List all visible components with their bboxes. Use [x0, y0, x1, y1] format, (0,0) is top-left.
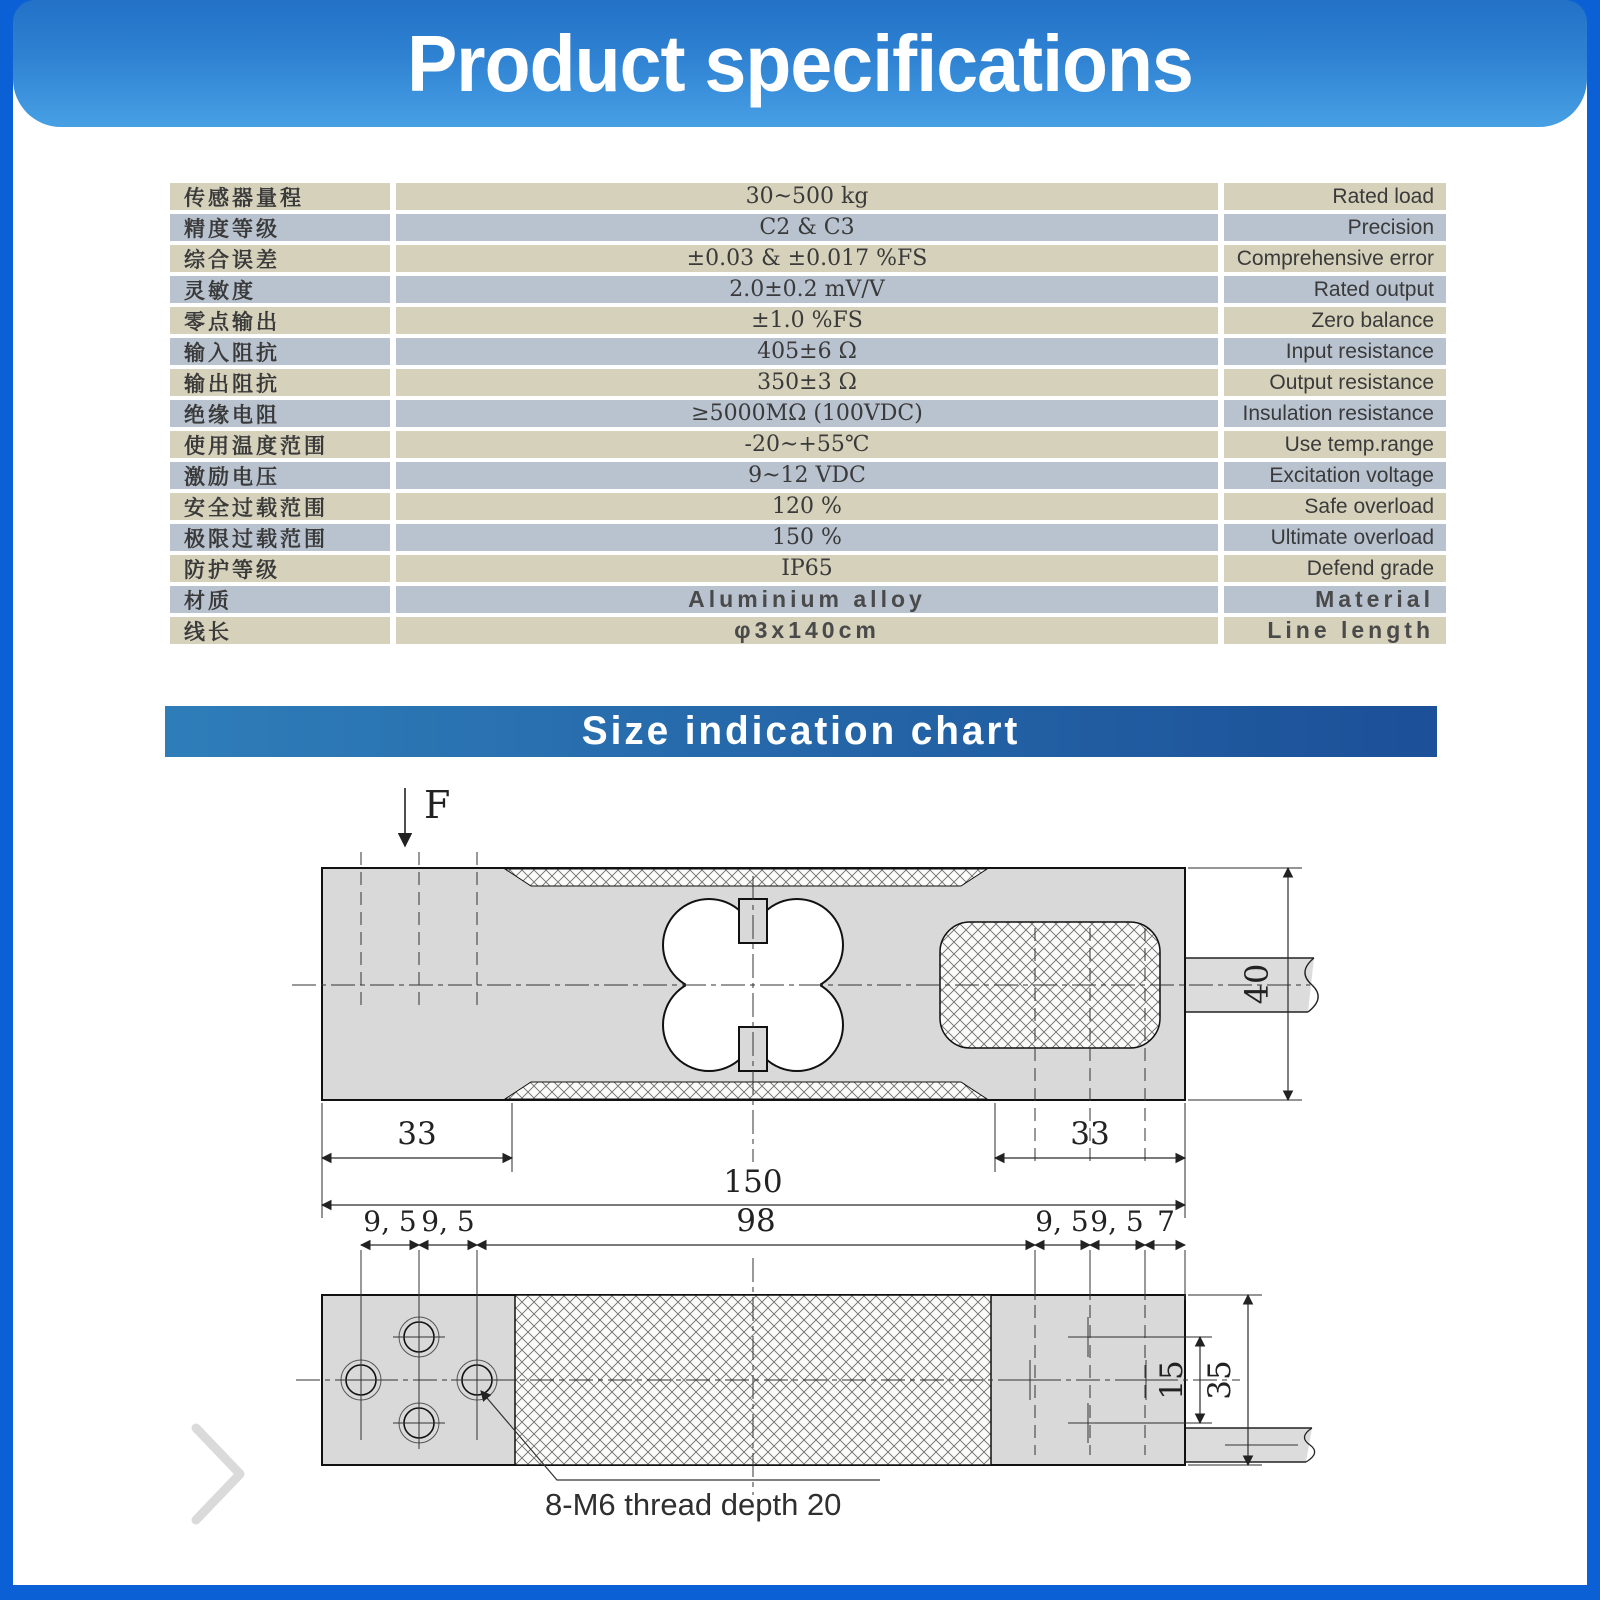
- spec-label-cn: 灵敏度: [170, 276, 390, 303]
- spec-label-cn: 零点输出: [170, 307, 390, 334]
- table-row: [170, 214, 1446, 241]
- spec-value: 9~12 VDC: [396, 462, 1218, 489]
- dim-33-left: [322, 1103, 512, 1218]
- top-hatch-strip: [505, 869, 987, 886]
- table-row: [170, 276, 1446, 303]
- svg-text:15: 15: [1154, 1360, 1190, 1400]
- force-label: F: [424, 783, 451, 827]
- table-row: [170, 183, 1446, 210]
- svg-text:7: 7: [1157, 1205, 1175, 1238]
- spec-value: ≥5000MΩ (100VDC): [396, 400, 1218, 427]
- size-section-title: Size indication chart: [581, 709, 1021, 753]
- size-indication-drawing: [0, 760, 1600, 1600]
- table-row: [170, 400, 1446, 427]
- spec-label-cn: 使用温度范围: [170, 431, 390, 458]
- spec-value: -20~+55℃: [396, 431, 1218, 458]
- spec-value: ±1.0 %FS: [396, 307, 1218, 334]
- spec-value: Aluminium alloy: [396, 586, 1218, 613]
- spec-value: φ3x140cm: [396, 617, 1218, 644]
- spec-label-cn: 线长: [170, 617, 390, 644]
- spec-value: 120 %: [396, 493, 1218, 520]
- table-row: [170, 245, 1446, 272]
- page-title: Product specifications: [407, 18, 1193, 108]
- spec-value: 2.0±0.2 mV/V: [396, 276, 1218, 303]
- spec-label-en: Insulation resistance: [1224, 400, 1446, 427]
- spec-label-en: Defend grade: [1224, 555, 1446, 582]
- svg-text:9, 5: 9, 5: [1090, 1205, 1144, 1238]
- table-row: [170, 493, 1446, 520]
- bottom-hatch-strip: [505, 1082, 987, 1099]
- svg-text:33: 33: [1070, 1116, 1110, 1152]
- spec-label-en: Ultimate overload: [1224, 524, 1446, 551]
- spec-value: C2 & C3: [396, 214, 1218, 241]
- spec-label-cn: 极限过载范围: [170, 524, 390, 551]
- spec-label-cn: 防护等级: [170, 555, 390, 582]
- thread-note-label: 8-M6 thread depth 20: [545, 1487, 842, 1522]
- spec-label-en: Input resistance: [1224, 338, 1446, 365]
- table-row: [170, 431, 1446, 458]
- svg-text:35: 35: [1202, 1360, 1238, 1400]
- spec-label-en: Zero balance: [1224, 307, 1446, 334]
- spec-label-en: Material: [1224, 586, 1446, 613]
- cable-bottom-view: [1185, 1428, 1315, 1462]
- table-row: [170, 462, 1446, 489]
- force-arrow: [405, 783, 450, 846]
- spec-label-en: Safe overload: [1224, 493, 1446, 520]
- spec-label-cn: 输出阻抗: [170, 369, 390, 396]
- spec-label-cn: 激励电压: [170, 462, 390, 489]
- svg-text:9, 5: 9, 5: [421, 1205, 475, 1238]
- spec-label-cn: 绝缘电阻: [170, 400, 390, 427]
- spec-value: ±0.03 & ±0.017 %FS: [396, 245, 1218, 272]
- spec-label-en: Excitation voltage: [1224, 462, 1446, 489]
- spec-value: 405±6 Ω: [396, 338, 1218, 365]
- spec-value: 350±3 Ω: [396, 369, 1218, 396]
- spec-table: [170, 183, 1446, 648]
- svg-text:40: 40: [1238, 963, 1276, 1005]
- spec-label-cn: 综合误差: [170, 245, 390, 272]
- spec-label-en: Output resistance: [1224, 369, 1446, 396]
- svg-text:98: 98: [736, 1203, 776, 1239]
- top-view: [292, 783, 1318, 1218]
- spec-value: IP65: [396, 555, 1218, 582]
- spec-value: 150 %: [396, 524, 1218, 551]
- table-row: [170, 555, 1446, 582]
- dim-extension-lines-right: [1035, 1250, 1185, 1300]
- svg-text:33: 33: [397, 1116, 437, 1152]
- spec-label-en: Rated output: [1224, 276, 1446, 303]
- spec-label-cn: 传感器量程: [170, 183, 390, 210]
- spec-label-en: Precision: [1224, 214, 1446, 241]
- spec-label-en: Rated load: [1224, 183, 1446, 210]
- spec-label-en: Line length: [1224, 617, 1446, 644]
- spec-label-en: Use temp.range: [1224, 431, 1446, 458]
- page-header: [13, 0, 1587, 127]
- table-row: [170, 524, 1446, 551]
- table-row: [170, 617, 1446, 644]
- spec-label-cn: 安全过载范围: [170, 493, 390, 520]
- spec-value: 30~500 kg: [396, 183, 1218, 210]
- size-section-banner: [165, 706, 1437, 757]
- spec-label-cn: 精度等级: [170, 214, 390, 241]
- dim-hole-pitches: [361, 1203, 1185, 1245]
- svg-text:150: 150: [723, 1164, 783, 1200]
- table-row: [170, 338, 1446, 365]
- spec-label-en: Comprehensive error: [1224, 245, 1446, 272]
- spec-label-cn: 输入阻抗: [170, 338, 390, 365]
- spec-label-cn: 材质: [170, 586, 390, 613]
- table-row: [170, 586, 1446, 613]
- svg-text:9, 5: 9, 5: [363, 1205, 417, 1238]
- table-row: [170, 369, 1446, 396]
- svg-text:9, 5: 9, 5: [1035, 1205, 1089, 1238]
- dim-150: [322, 1164, 1185, 1205]
- table-row: [170, 307, 1446, 334]
- bottom-view: [296, 1203, 1315, 1522]
- carousel-chevron-icon[interactable]: [196, 1428, 240, 1520]
